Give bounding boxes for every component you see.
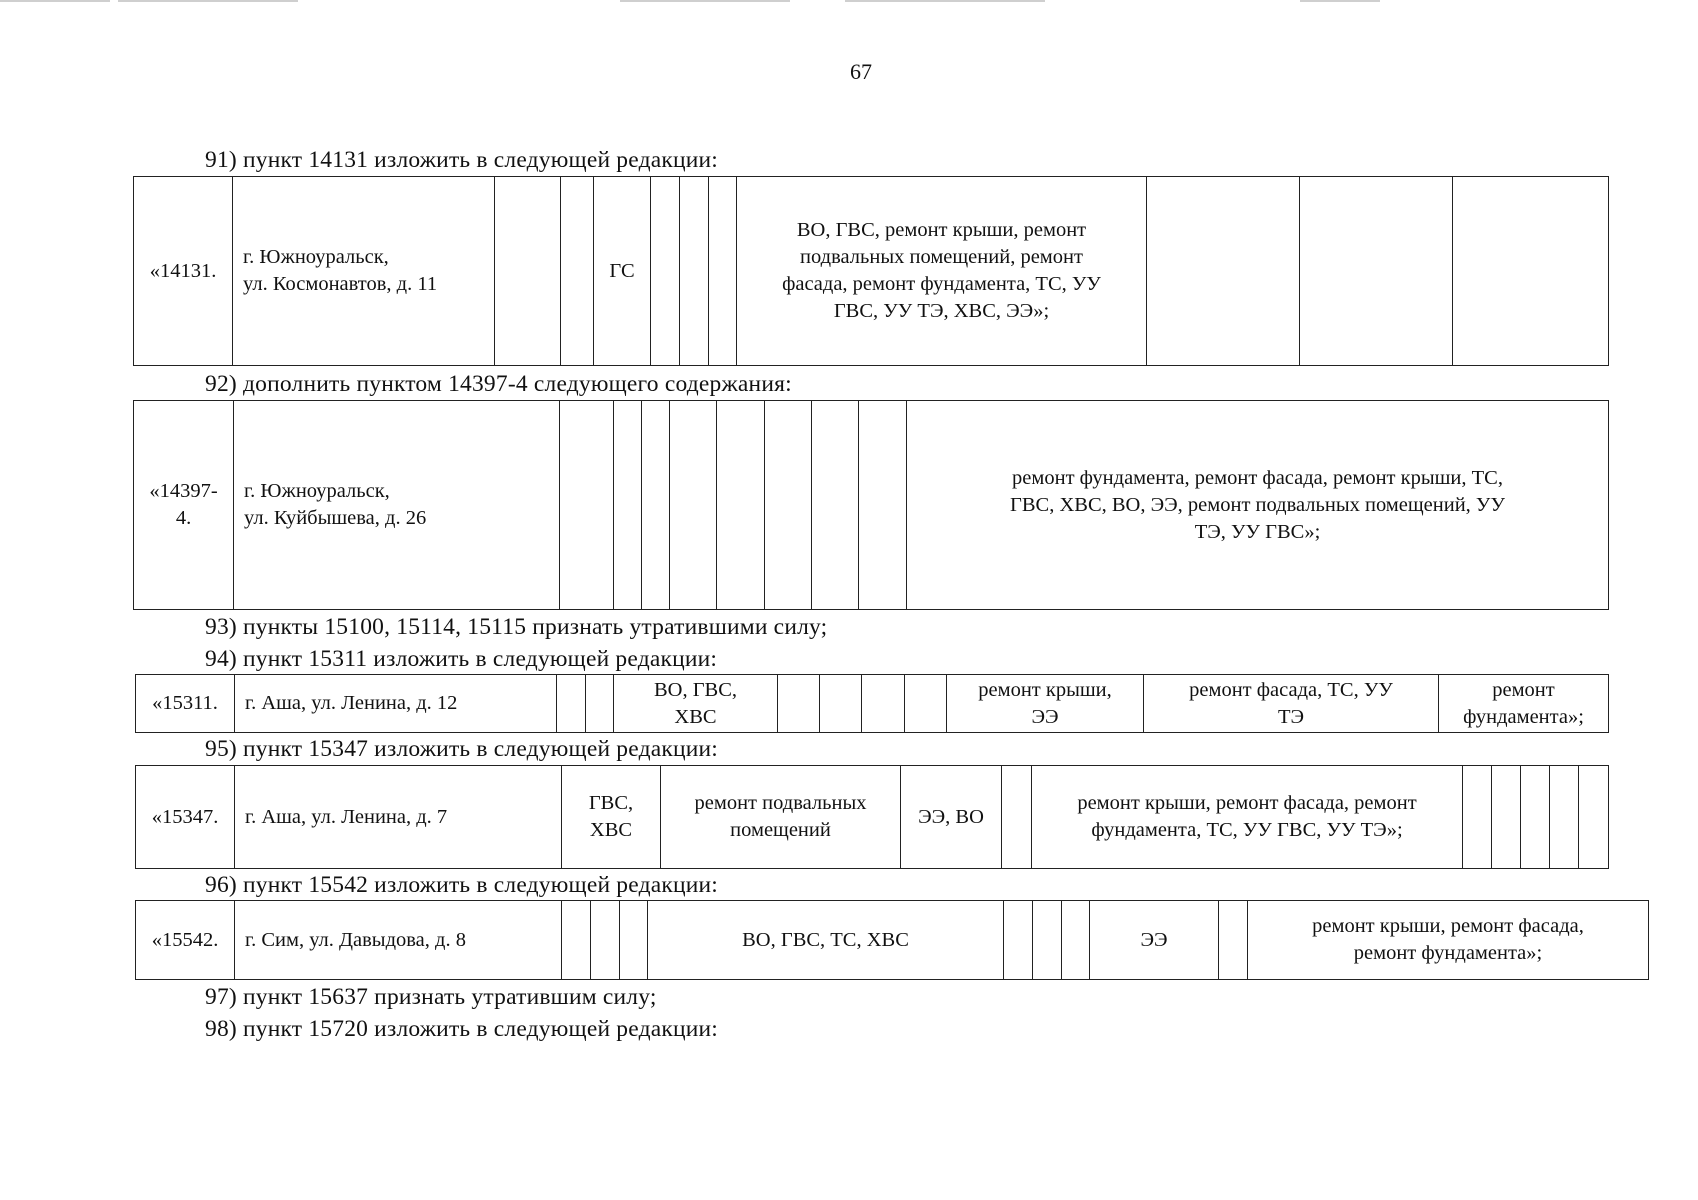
scan-artifact [118, 0, 298, 2]
works-cell: ВО, ГВС, ТС, ХВС [648, 901, 1004, 980]
paragraph-92: 92) дополнить пунктом 14397-4 следующего содержания: [205, 371, 792, 397]
scan-artifact [1300, 0, 1380, 2]
item-number-cell: «14131. [134, 177, 233, 366]
empty-cell [778, 675, 820, 733]
table-15347 [135, 765, 1609, 869]
address-line: г. Южноуральск, [243, 246, 389, 268]
works-line: ремонт [1492, 678, 1555, 701]
works-cell [614, 675, 778, 733]
works-line: ТЭ, УУ ГВС»; [1194, 520, 1321, 543]
works-cell: ЭЭ, ВО [901, 766, 1002, 869]
empty-cell [1219, 901, 1248, 980]
works-line: ремонт фундамента, ремонт фасада, ремонт крыши, ТС, [1012, 466, 1503, 489]
empty-cell [1004, 901, 1033, 980]
works-line: фундамента»; [1463, 705, 1584, 728]
empty-cell [680, 177, 709, 366]
works-line: ВО, ГВС, ремонт крыши, ремонт [796, 219, 1087, 241]
table-15542 [135, 900, 1649, 980]
item-number-cell: «15311. [136, 675, 235, 733]
empty-cell [586, 675, 614, 733]
works-cell [661, 766, 901, 869]
empty-cell [557, 675, 586, 733]
works-cell [907, 401, 1609, 610]
table-14397-4 [133, 400, 1609, 610]
empty-cell [1033, 901, 1062, 980]
scan-artifact [845, 0, 1045, 2]
works-cell [947, 675, 1144, 733]
page-number: 67 [850, 59, 872, 84]
works-line: ремонт крыши, ремонт фасада, [1312, 915, 1584, 937]
address-line: ул. Куйбышева, д. 26 [244, 507, 427, 529]
address-cell [233, 177, 495, 366]
empty-cell [670, 401, 717, 610]
address-cell: г. Аша, ул. Ленина, д. 12 [235, 675, 557, 733]
empty-cell [1492, 766, 1521, 869]
empty-cell [562, 901, 591, 980]
empty-cell [1579, 766, 1609, 869]
scan-artifact [0, 0, 110, 2]
empty-cell [560, 401, 614, 610]
works-line: ТЭ [1277, 705, 1305, 728]
address-line: ул. Космонавтов, д. 11 [243, 273, 438, 295]
table-14131 [133, 176, 1609, 366]
works-cell [1248, 901, 1649, 980]
item-number-line: 4. [175, 507, 192, 529]
empty-cell [905, 675, 947, 733]
paragraph-93: 93) пункты 15100, 15114, 15115 признать утратившими силу; [205, 614, 828, 640]
paragraph-97: 97) пункт 15637 признать утратившим силу; [205, 984, 657, 1010]
works-line: ЭЭ [1031, 705, 1059, 728]
empty-cell [1453, 177, 1609, 366]
address-cell: г. Аша, ул. Ленина, д. 7 [235, 766, 562, 869]
empty-cell [1062, 901, 1090, 980]
works-line: подвальных помещений, ремонт [800, 246, 1083, 268]
empty-cell [1002, 766, 1032, 869]
empty-cell [1300, 177, 1453, 366]
empty-cell [862, 675, 905, 733]
works-line: ХВС [674, 705, 717, 728]
item-number-cell: «15347. [136, 766, 235, 869]
works-cell [1439, 675, 1609, 733]
address-cell [234, 401, 560, 610]
works-line: фасада, ремонт фундамента, ТС, УУ [782, 273, 1101, 295]
empty-cell [709, 177, 737, 366]
empty-cell [1550, 766, 1579, 869]
empty-cell [820, 675, 862, 733]
empty-cell [765, 401, 812, 610]
works-cell: ЭЭ [1090, 901, 1219, 980]
works-line: ГВС, ХВС, ВО, ЭЭ, ремонт подвальных помещений, УУ [1010, 493, 1505, 516]
works-cell [562, 766, 661, 869]
empty-cell [651, 177, 680, 366]
empty-cell [1147, 177, 1300, 366]
empty-cell [591, 901, 620, 980]
works-line: ГВС, УУ ТЭ, ХВС, ЭЭ»; [833, 300, 1050, 322]
works-cell [737, 177, 1147, 366]
empty-cell [495, 177, 561, 366]
empty-cell [1521, 766, 1550, 869]
works-line: ХВС [589, 819, 633, 841]
empty-cell [812, 401, 859, 610]
works-line: ремонт фундамента»; [1353, 942, 1543, 964]
table-15311 [135, 674, 1609, 733]
works-line: ремонт подвальных [694, 792, 867, 814]
scan-artifact [620, 0, 790, 2]
empty-cell [859, 401, 907, 610]
works-line: ГВС, [588, 792, 634, 814]
address-cell: г. Сим, ул. Давыдова, д. 8 [235, 901, 562, 980]
item-number-cell: «15542. [136, 901, 235, 980]
item-number-line: «14397- [149, 480, 218, 502]
works-line: помещений [730, 819, 831, 841]
empty-cell [614, 401, 642, 610]
address-line: г. Южноуральск, [244, 480, 390, 502]
paragraph-98: 98) пункт 15720 изложить в следующей редакции: [205, 1016, 719, 1042]
material-cell: ГС [594, 177, 651, 366]
works-cell [1144, 675, 1439, 733]
empty-cell [642, 401, 670, 610]
item-number-cell [134, 401, 234, 610]
works-line: фундамента, ТС, УУ ГВС, УУ ТЭ»; [1091, 819, 1403, 841]
paragraph-94: 94) пункт 15311 изложить в следующей редакции: [205, 646, 718, 672]
paragraph-95: 95) пункт 15347 изложить в следующей редакции: [205, 736, 719, 762]
works-cell [1032, 766, 1463, 869]
empty-cell [717, 401, 765, 610]
empty-cell [561, 177, 594, 366]
paragraph-91: 91) пункт 14131 изложить в следующей редакции: [205, 147, 719, 173]
empty-cell [1463, 766, 1492, 869]
works-line: ВО, ГВС, [653, 678, 738, 701]
works-line: ремонт крыши, [978, 678, 1112, 701]
paragraph-96: 96) пункт 15542 изложить в следующей редакции: [205, 872, 719, 898]
works-line: ремонт фасада, ТС, УУ [1189, 678, 1393, 701]
empty-cell [620, 901, 648, 980]
works-line: ремонт крыши, ремонт фасада, ремонт [1077, 792, 1417, 814]
